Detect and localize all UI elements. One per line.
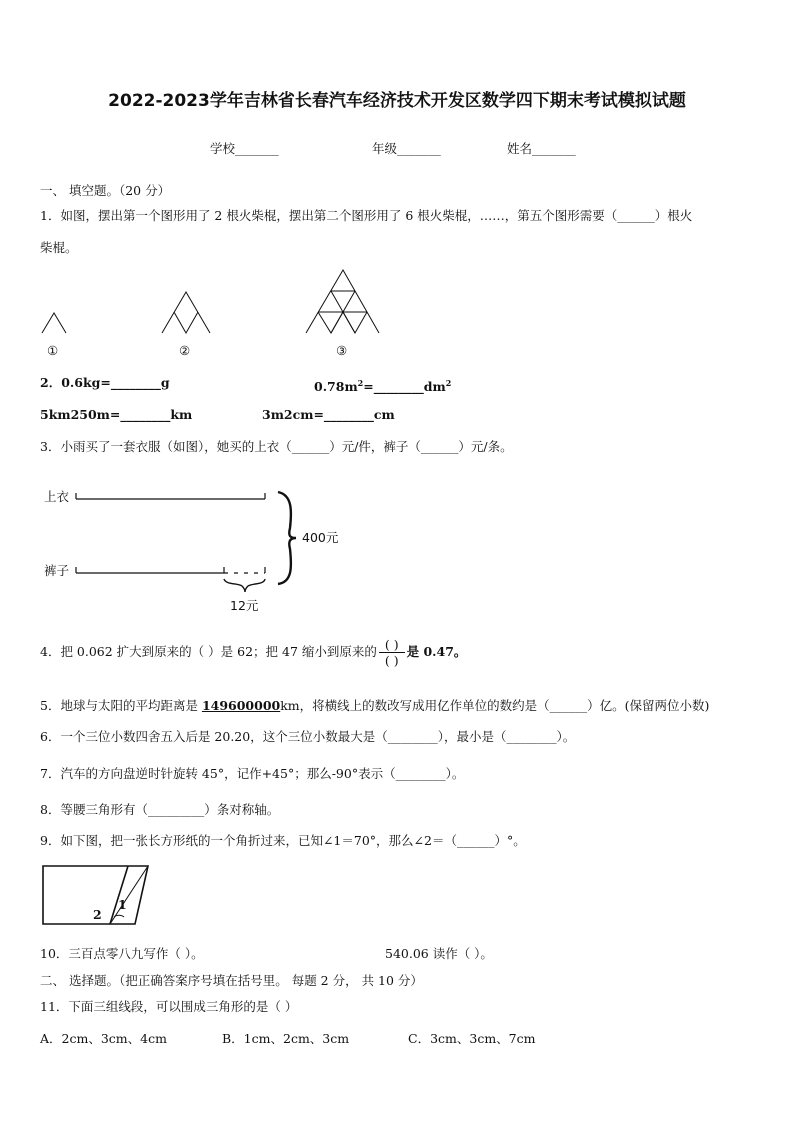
q2-part-a: 2．0.6kg=________g: [40, 375, 170, 390]
school-field: 学校_______: [210, 141, 279, 156]
q3-text: 3．小雨买了一套衣服（如图），她买的上衣（______）元/件，裤子（______）元/条。: [40, 439, 513, 454]
angle1-label: 1: [118, 897, 127, 912]
q10-part-b: 540.06 读作（ ）。: [385, 946, 493, 961]
q4-fraction: $\frac{( )}{( )}$: [379, 637, 405, 668]
q6-text: 6．一个三位小数四舍五入后是 20.20，这个三位小数最大是（________），最小是（________）。: [40, 729, 576, 744]
q11-text: 11．下面三组线段，可以围成三角形的是（ ）: [40, 999, 298, 1014]
q11-option-a: A．2cm、3cm、4cm: [40, 1031, 167, 1046]
q10-part-a: 10．三百点零八九写作（ ）。: [40, 946, 204, 961]
q5-underlined-number: 149600000: [201, 698, 281, 713]
q7-text: 7．汽车的方向盘逆时针旋转 45°，记作+45°；那么-90°表示（________）。: [40, 766, 465, 781]
q1-text-cont: 柴棍。: [40, 240, 78, 255]
q9-text: 9．如下图，把一张长方形纸的一个角折过来，已知∠1＝70°，那么∠2＝（______）°。: [40, 833, 526, 848]
q3-label-top: 上衣: [44, 489, 70, 504]
page-title: 2022-2023学年吉林省长春汽车经济技术开发区数学四下期末考试模拟试题: [108, 91, 686, 111]
q11-option-c: C．3cm、3cm、7cm: [408, 1031, 536, 1046]
grade-field: 年级_______: [372, 141, 441, 156]
q3-diff-label: 12元: [230, 598, 259, 613]
section2-heading: 二、 选择题。（把正确答案序号填在括号里。 每题 2 分， 共 10 分）: [40, 973, 423, 988]
q1-text: 1．如图，摆出第一个图形用了 2 根火柴棍，摆出第二个图形用了 6 根火柴棍，……，第五个图形需要（______）根火: [40, 208, 693, 223]
name-field: 姓名_______: [507, 141, 576, 156]
angle2-label: 2: [93, 907, 102, 922]
q3-total-label: 400元: [302, 530, 339, 545]
figure2-label: ②: [179, 343, 191, 358]
q2-part-c: 5km250m=________km: [40, 407, 193, 422]
figure3-label: ③: [336, 343, 348, 358]
q2-part-b: $0.78m^2=\_\_\_\_\_\_\_\_dm^2$: [314, 378, 452, 395]
q3-label-bottom: 裤子: [44, 563, 70, 578]
q5-text: 5．地球与太阳的平均距离是 149600000km，将横线上的数改写成用亿作单位的数约是（______）亿。(保留两位小数): [40, 698, 710, 713]
q4-line: 4．把 0.062 扩大到原来的（ ）是 62；把 47 缩小到原来的 $\frac{( )}{( )}$ 是 0.47。: [40, 637, 467, 668]
q8-text: 8．等腰三角形有（_________）条对称轴。: [40, 802, 280, 817]
q11-option-b: B．1cm、2cm、3cm: [222, 1031, 350, 1046]
figure1-label: ①: [47, 343, 59, 358]
section1-heading: 一、 填空题。（20 分）: [40, 183, 171, 198]
q2-part-d: 3m2cm=________cm: [262, 407, 395, 422]
